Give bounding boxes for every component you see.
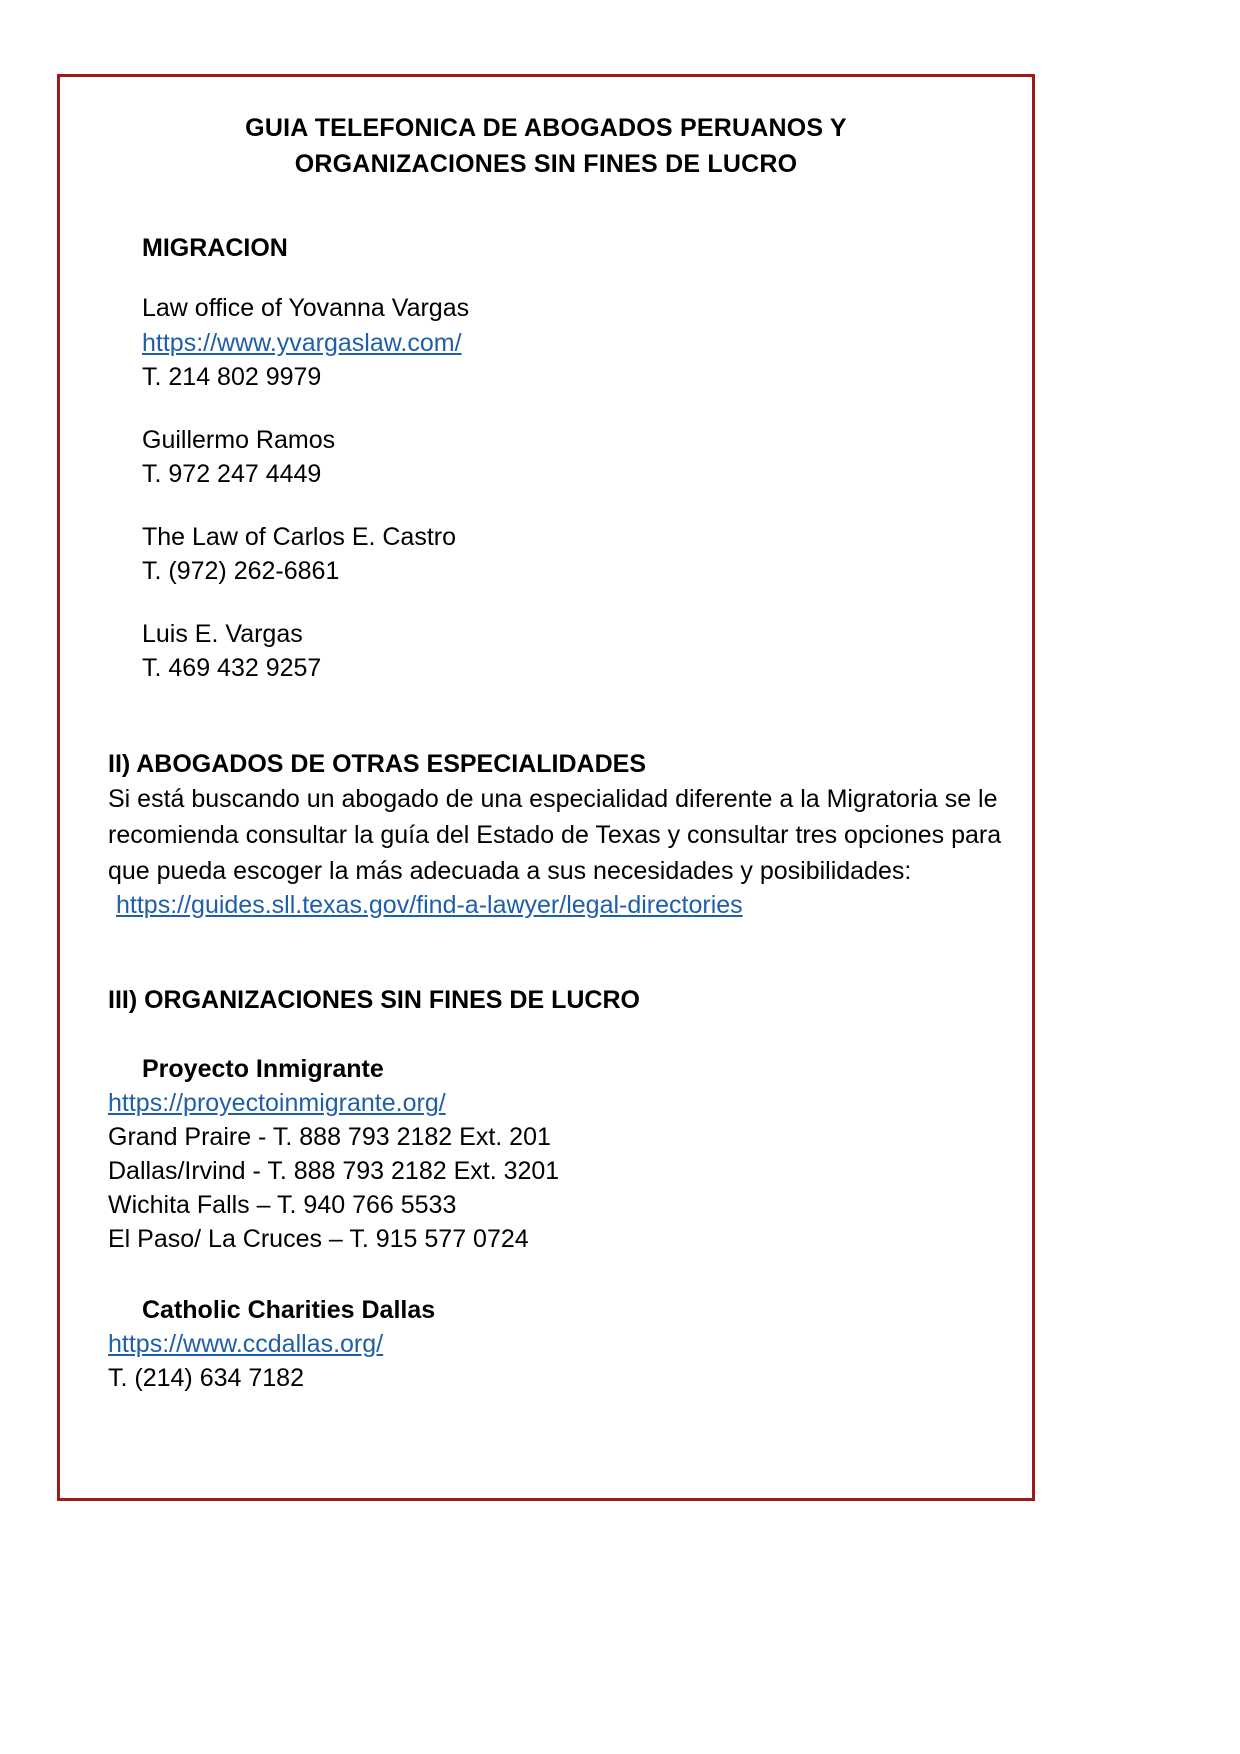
organization-name-catholic-charities-dallas: Catholic Charities Dallas	[142, 1295, 436, 1324]
page-title-line-2: ORGANIZACIONES SIN FINES DE LUCRO	[294, 149, 798, 178]
organization-contact-line: Grand Praire - T. 888 793 2182 Ext. 201	[108, 1122, 551, 1151]
lawyer-phone: T. 469 432 9257	[142, 654, 322, 682]
organization-name-proyecto-inmigrante: Proyecto Inmigrante	[142, 1054, 384, 1083]
lawyer-phone: T. 214 802 9979	[142, 363, 322, 391]
organization-website-link[interactable]: https://proyectoinmigrante.org/	[108, 1088, 446, 1117]
lawyer-entry-3	[142, 520, 988, 589]
lawyer-name: Luis E. Vargas	[142, 619, 303, 648]
paragraph-line-2: recomienda consultar la guía del Estado de Texas y consultar tres opciones para	[108, 820, 1002, 849]
lawyer-entry-1	[142, 291, 988, 395]
lawyer-name: Law office of Yovanna Vargas	[142, 294, 470, 322]
lawyer-website-link[interactable]: https://www.yvargaslaw.com/	[142, 328, 462, 357]
texas-guide-link-row	[116, 891, 988, 920]
section-paragraph-otras	[108, 781, 1033, 889]
organization-contact-line: Wichita Falls – T. 940 766 5533	[108, 1190, 457, 1219]
lawyer-name: Guillermo Ramos	[142, 425, 336, 454]
lawyer-entry-4	[142, 617, 988, 686]
organization-contact-line: T. (214) 634 7182	[108, 1363, 304, 1392]
organization-contact-line: Dallas/Irvind - T. 888 793 2182 Ext. 3201	[108, 1156, 560, 1185]
organization-details-catholic-charities-dallas	[108, 1327, 988, 1395]
paragraph-line-1: Si está buscando un abogado de una especialidad diferente a la Migratoria se le	[108, 784, 998, 813]
organization-contact-line: El Paso/ La Cruces – T. 915 577 0724	[108, 1224, 529, 1253]
document-page	[57, 74, 1035, 1501]
organization-details-proyecto-inmigrante	[108, 1086, 988, 1256]
document-body	[60, 77, 1032, 1405]
texas-legal-directories-link[interactable]: https://guides.sll.texas.gov/find-a-lawyer/legal-directories	[116, 890, 743, 919]
section-heading-organizaciones: III) ORGANIZACIONES SIN FINES DE LUCRO	[108, 985, 640, 1014]
lawyer-name: The Law of Carlos E. Castro	[142, 522, 457, 551]
page-title-line-1: GUIA TELEFONICA DE ABOGADOS PERUANOS Y	[245, 114, 847, 142]
page-title	[122, 111, 970, 182]
lawyer-phone: T. (972) 262-6861	[142, 557, 340, 585]
section-heading-otras-especialidades: II) ABOGADOS DE OTRAS ESPECIALIDADES	[108, 749, 647, 778]
organization-website-link[interactable]: https://www.ccdallas.org/	[108, 1329, 384, 1358]
lawyer-phone: T. 972 247 4449	[142, 460, 322, 488]
section-heading-migracion: MIGRACION	[142, 234, 288, 262]
paragraph-line-3: que pueda escoger la más adecuada a sus necesidades y posibilidades:	[108, 856, 912, 885]
lawyer-entry-2	[142, 423, 988, 492]
